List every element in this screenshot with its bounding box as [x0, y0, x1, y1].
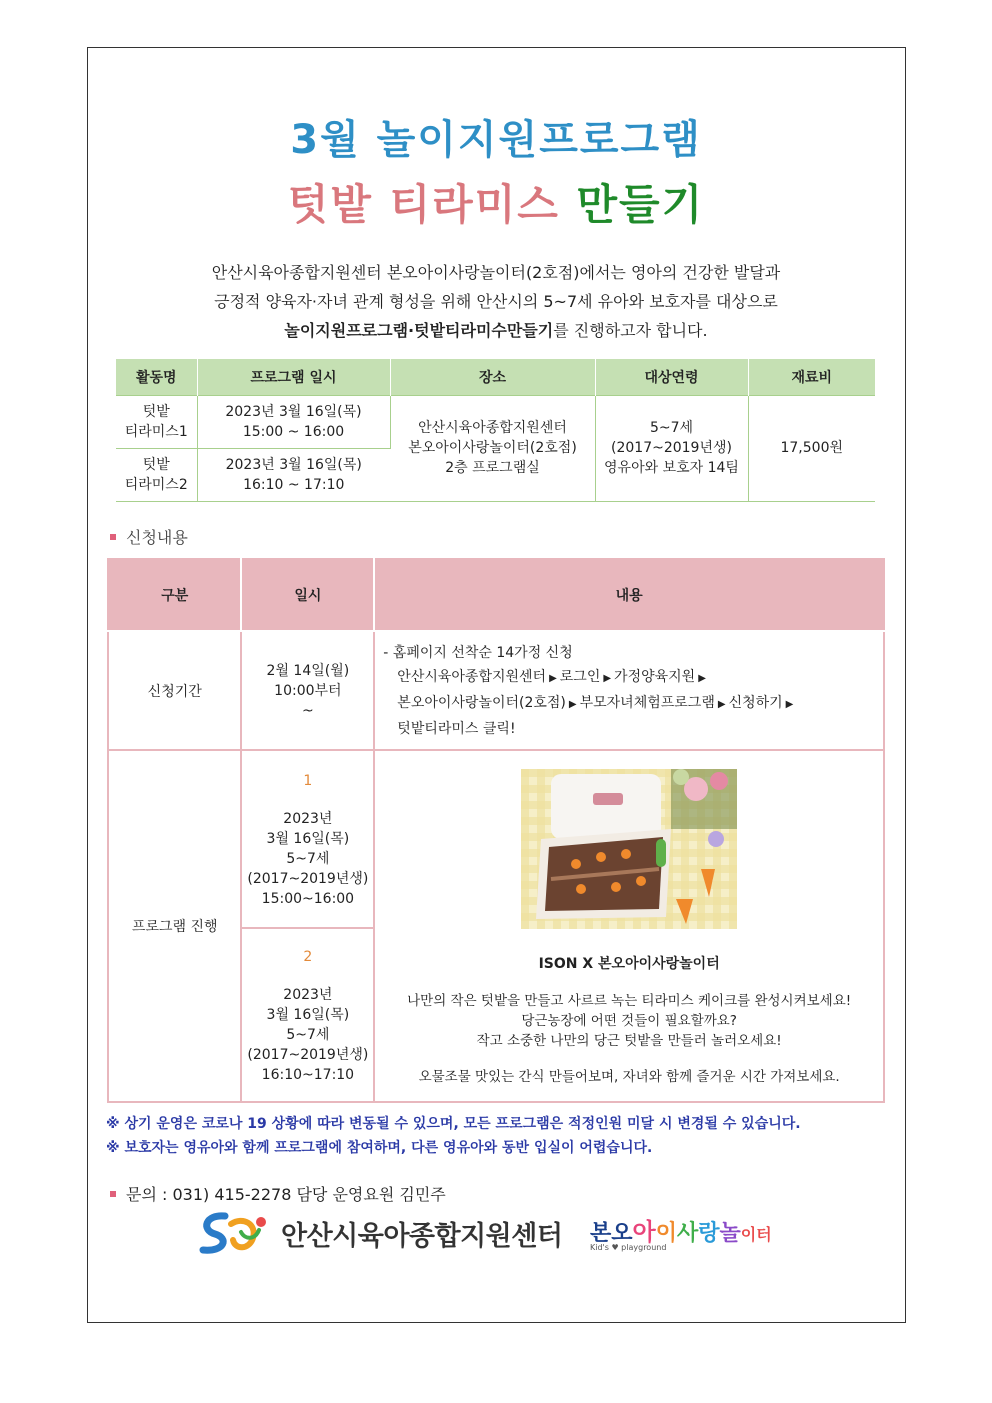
triangle-right-icon: ▶ — [568, 698, 577, 710]
detail-table — [107, 558, 885, 1103]
center-logo-icon — [195, 1210, 275, 1256]
path-step: 텃밭티라미스 클릭! — [397, 720, 516, 737]
session-line: 15:00~16:00 — [261, 891, 355, 907]
session-number: 2 — [303, 949, 313, 965]
subtitle-green: 만들기 — [576, 180, 705, 229]
section-label: 신청내용 — [126, 528, 188, 547]
session-line: 5~7세 — [286, 851, 330, 867]
path-step: 안산시육아종합지원센터 — [397, 668, 547, 685]
summary-row-name: 텃밭 티라미스1 — [116, 395, 197, 448]
playground-logo — [590, 1212, 772, 1252]
playground-tagline: Kid's ♥ playground — [590, 1243, 667, 1252]
session-2 — [241, 928, 374, 1102]
summary-header-fee: 재료비 — [748, 359, 875, 395]
session-line: (2017~2019년생) — [247, 871, 369, 887]
session-line: 3월 16일(목) — [266, 831, 350, 847]
intro-text — [110, 258, 882, 345]
apply-date-line: 2월 14일(월) — [266, 662, 350, 679]
desc-line: 당근농장에 어떤 것들이 필요할까요? — [521, 1013, 737, 1029]
summary-header-age: 대상연령 — [595, 359, 748, 395]
summary-header-name: 활동명 — [116, 359, 197, 395]
intro-line-1: 안산시육아종합지원센터 본오아이사랑놀이터(2호점)에서는 영아의 건강한 발달과 — [211, 263, 781, 282]
apply-date-line: ~ — [302, 702, 314, 719]
center-name: 안산시육아종합지원센터 — [281, 1221, 563, 1252]
age-line: 5~7세 — [649, 420, 694, 436]
summary-row-time: 15:00 ~ 16:00 — [242, 423, 345, 440]
triangle-right-icon: ▶ — [549, 672, 557, 684]
tiramisu-photo-illustration — [521, 769, 737, 929]
summary-row-datetime — [197, 448, 390, 501]
session-1 — [241, 750, 374, 928]
page-title: 3월 놀이지원프로그램 — [290, 117, 702, 163]
summary-row-date: 2023년 3월 16일(목) — [225, 456, 362, 473]
place-line: 본오아이사랑놀이터(2호점) — [408, 440, 577, 456]
summary-row-name: 텃밭 티라미스2 — [116, 448, 197, 501]
detail-header-content: 내용 — [374, 559, 884, 631]
apply-content — [374, 631, 884, 750]
path-step: 본오아이사랑놀이터(2호점) — [397, 694, 566, 711]
contact-text: 문의 : 031) 415-2278 담당 운영요원 김민주 — [126, 1185, 446, 1204]
session-line: 2023년 — [283, 987, 333, 1003]
detail-header-date: 일시 — [241, 559, 374, 631]
triangle-right-icon: ▶ — [603, 672, 612, 684]
playground-logo-char: 사 — [676, 1221, 699, 1246]
session-line: 16:10~17:10 — [261, 1067, 355, 1083]
intro-highlight: 놀이지원프로그램·텃밭티라미수만들기 — [284, 321, 554, 340]
desc-line: 나만의 작은 텃밭을 만들고 사르르 녹는 티라미스 케이크를 완성시켜보세요! — [407, 993, 852, 1009]
desc-line: 작고 소중한 나만의 당근 텃밭을 만들러 놀러오세요! — [476, 1033, 782, 1049]
playground-logo-char: 이 — [655, 1221, 677, 1246]
age-line: 영유아와 보호자 14팀 — [604, 460, 739, 476]
apply-label: 신청기간 — [108, 631, 241, 750]
summary-header-place: 장소 — [390, 359, 595, 395]
summary-row-date: 2023년 3월 16일(목) — [225, 403, 362, 420]
desc-spacer — [375, 1051, 883, 1067]
session-line: 3월 16일(목) — [266, 1007, 350, 1023]
apply-path-line — [383, 665, 883, 691]
program-label: 프로그램 진행 — [108, 750, 241, 1102]
program-description — [375, 991, 883, 1087]
apply-path-line — [383, 717, 883, 741]
section-heading — [110, 525, 188, 548]
apply-path-line — [383, 691, 883, 717]
program-caption: ISON X 본오아이사랑놀이터 — [538, 956, 720, 972]
playground-logo-char: 아 — [632, 1218, 656, 1246]
playground-logo-char: 이터 — [740, 1225, 772, 1244]
bullet-square-icon — [110, 534, 116, 540]
place-line: 2층 프로그램실 — [445, 460, 540, 476]
subtitle-pink: 텃밭 티라미스 — [287, 180, 560, 229]
place-line: 안산시육아종합지원센터 — [418, 420, 567, 436]
note-line: ※ 보호자는 영유아와 함께 프로그램에 참여하며, 다른 영유아와 동반 입실이 어렵습니다. — [106, 1140, 653, 1156]
path-step: 가정양육지원 — [614, 668, 696, 685]
summary-header-date: 프로그램 일시 — [197, 359, 390, 395]
summary-fee: 17,500원 — [748, 395, 875, 501]
session-line: 5~7세 — [286, 1027, 330, 1043]
apply-date-line: 10:00부터 — [274, 682, 342, 699]
playground-logo-prefix: 본오 — [590, 1221, 633, 1246]
bullet-square-icon — [110, 1191, 116, 1197]
triangle-right-icon: ▶ — [698, 672, 706, 684]
summary-row-time: 16:10 ~ 17:10 — [243, 476, 345, 493]
notes — [106, 1112, 801, 1160]
apply-content-line: - 홈페이지 선착순 14가정 신청 — [383, 644, 573, 661]
session-line: 2023년 — [283, 811, 333, 827]
triangle-right-icon: ▶ — [717, 698, 726, 710]
footer-logos — [195, 1208, 815, 1258]
summary-table — [116, 359, 875, 502]
triangle-right-icon: ▶ — [785, 698, 794, 710]
playground-logo-char: 랑 — [698, 1221, 720, 1246]
intro-line-3-rest: 를 진행하고자 합니다. — [553, 321, 708, 340]
session-line: (2017~2019년생) — [247, 1047, 369, 1063]
desc-line: 오물조물 맛있는 간식 만들어보며, 자녀와 함께 즐거운 시간 가져보세요. — [418, 1069, 840, 1085]
path-step: 부모자녀체험프로그램 — [579, 694, 715, 711]
path-step: 신청하기 — [728, 694, 783, 711]
note-line: ※ 상기 운영은 코로나 19 상황에 따라 변동될 수 있으며, 모든 프로그램은 적정인원 미달 시 변경될 수 있습니다. — [106, 1116, 801, 1132]
intro-line-3 — [110, 316, 882, 345]
apply-date — [241, 631, 374, 750]
age-line: (2017~2019년생) — [611, 440, 732, 456]
detail-header-category: 구분 — [108, 559, 241, 631]
intro-line-2: 긍정적 양육자·자녀 관계 형성을 위해 안산시의 5~7세 유아와 보호자를 대상으로 — [214, 292, 778, 311]
contact-info — [110, 1182, 446, 1205]
tiramisu-photo — [521, 769, 737, 929]
page-subtitle — [0, 172, 992, 232]
summary-age — [595, 395, 748, 501]
playground-logo-char: 놀 — [719, 1221, 741, 1246]
summary-row-datetime — [197, 395, 390, 448]
program-content — [374, 750, 884, 1102]
path-step: 로그인 — [559, 668, 601, 685]
session-number: 1 — [303, 773, 313, 789]
summary-place — [390, 395, 595, 501]
